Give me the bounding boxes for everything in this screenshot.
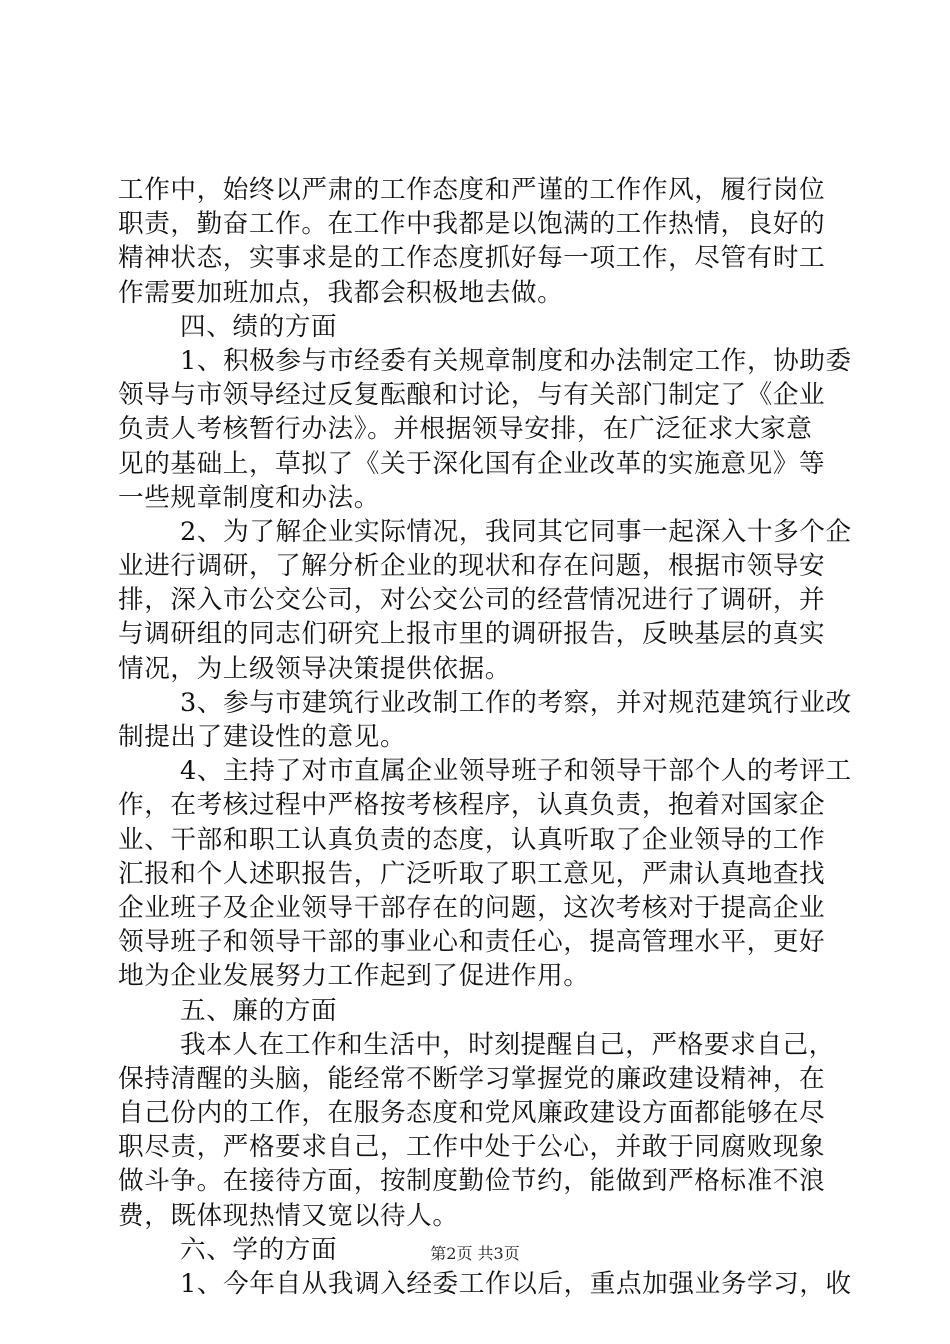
text-line: 1、积极参与市经委有关规章制度和办法制定工作，协助委 [180,345,852,376]
text-line: 四、绩的方面 [180,311,338,342]
text-line: 领导与市领导经过反复酝酿和讨论，与有关部门制定了《企业 [118,380,826,411]
text-line: 费，既体现热情又宽以待人。 [118,1200,459,1231]
text-line: 精神状态，实事求是的工作态度抓好每一项工作，尽管有时工 [118,243,826,274]
text-line: 职责，勤奋工作。在工作中我都是以饱满的工作热情，良好的 [118,209,826,240]
text-line: 作需要加班加点，我都会积极地去做。 [118,277,564,308]
text-line: 保持清醒的头脑，能经常不断学习掌握党的廉政建设精神，在 [118,1063,826,1094]
text-line: 制提出了建设性的意见。 [118,722,407,752]
text-line: 五、廉的方面 [180,995,338,1026]
document-body [118,173,852,1301]
text-line: 自己份内的工作，在服务态度和党风廉政建设方面都能够在尽 [118,1098,826,1129]
text-line: 做斗争。在接待方面，按制度勤俭节约，能做到严格标准不浪 [118,1166,826,1197]
text-line: 与调研组的同志们研究上报市里的调研报告，反映基层的真实 [118,619,826,650]
text-line: 我本人在工作和生活中，时刻提醒自己，严格要求自己， [180,1029,835,1060]
text-line: 3、参与市建筑行业改制工作的考察，并对规范建筑行业改 [180,687,852,718]
text-line: 工作中，始终以严肃的工作态度和严谨的工作作风，履行岗位 [118,175,826,205]
text-line: 职尽责，严格要求自己，工作中处于公心，并敢于同腐败现象 [118,1132,826,1163]
text-line: 企业班子及企业领导干部存在的问题，这次考核对于提高企业 [118,892,826,923]
text-line: 业、干部和职工认真负责的态度，认真听取了企业领导的工作 [118,824,826,855]
text-line: 见的基础上，草拟了《关于深化国有企业改革的实施意见》等 [118,448,826,479]
text-line: 1、今年自从我调入经委工作以后，重点加强业务学习，收 [180,1269,852,1299]
text-line: 作，在考核过程中严格按考核程序，认真负责，抱着对国家企 [118,790,826,821]
text-line: 领导班子和领导干部的事业心和责任心，提高管理水平，更好 [118,927,826,958]
text-line: 一些规章制度和办法。 [118,482,380,513]
text-line: 业进行调研，了解分析企业的现状和存在问题，根据市领导安 [118,551,826,582]
text-line: 六、学的方面 [180,1234,338,1265]
text-line: 4、主持了对市直属企业领导班子和领导干部个人的考评工 [180,756,852,787]
text-line: 汇报和个人述职报告，广泛听取了职工意见，严肃认真地查找 [118,858,826,889]
text-line: 负责人考核暂行办法》。并根据领导安排，在广泛征求大家意 [118,414,813,445]
text-line: 地为企业发展努力工作起到了促进作用。 [118,961,590,992]
text-line: 2、为了解企业实际情况，我同其它同事一起深入十多个企 [180,516,852,547]
page-footer: 第2页 共3页 [430,1244,520,1263]
text-line: 情况，为上级领导决策提供依据。 [118,653,511,684]
text-line: 排，深入市公交公司，对公交公司的经营情况进行了调研，并 [118,585,826,616]
